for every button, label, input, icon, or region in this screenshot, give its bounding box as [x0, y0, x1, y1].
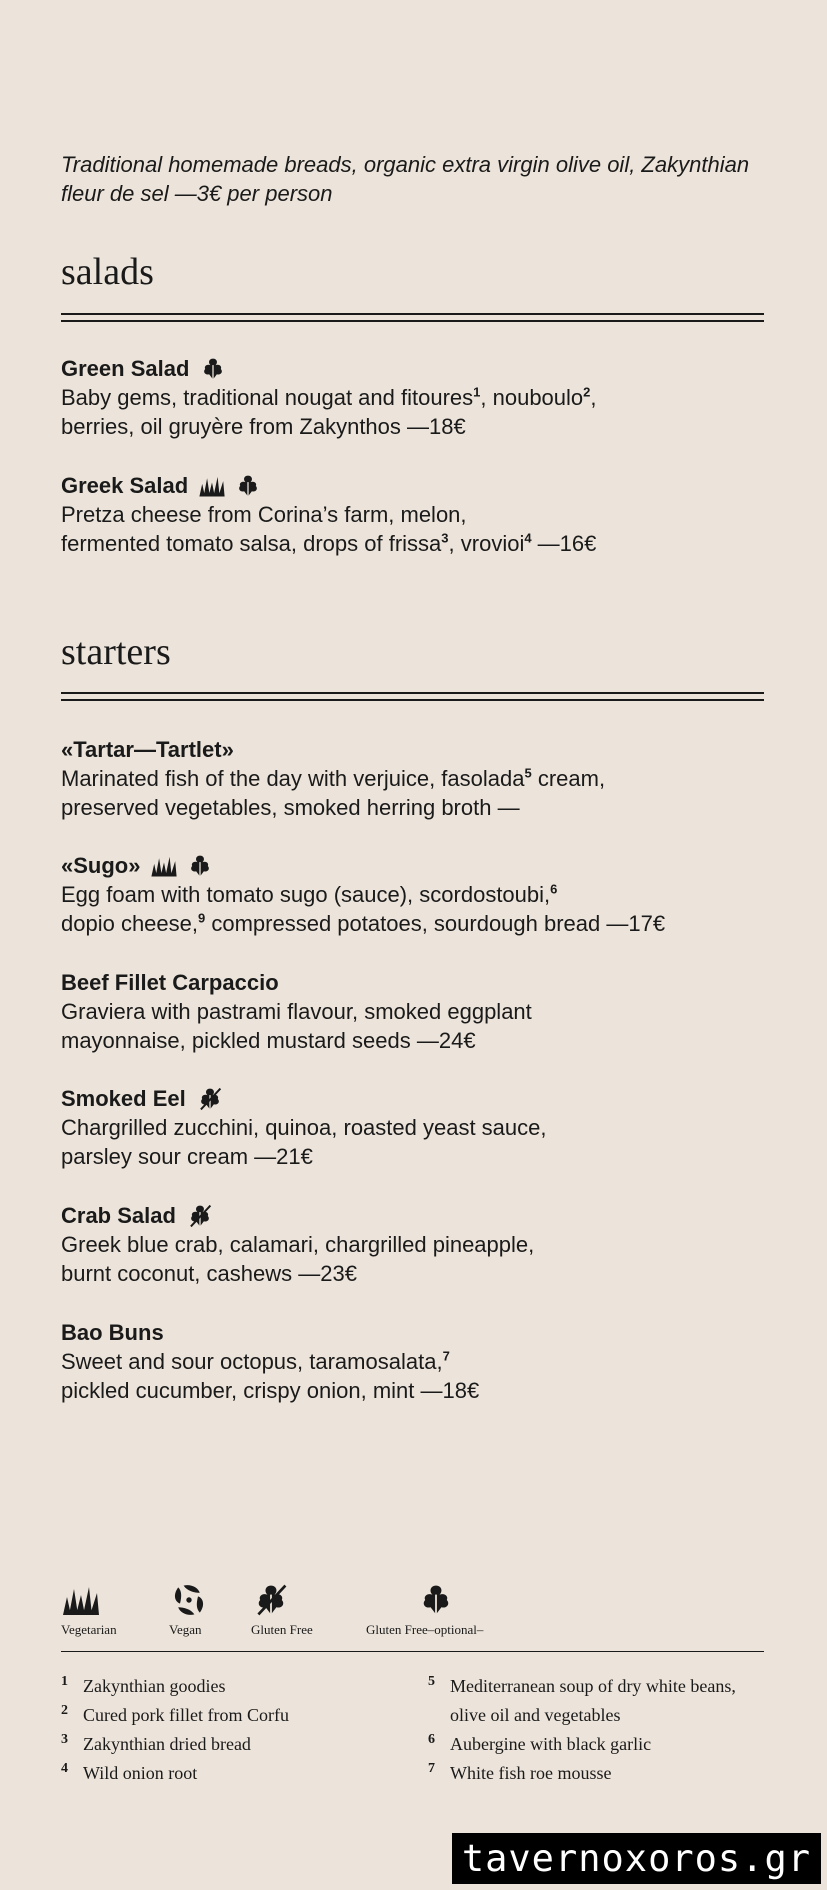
footnote-text: Wild onion root: [83, 1763, 198, 1783]
footnote-number: 6: [428, 1732, 435, 1747]
section-divider: [61, 313, 764, 322]
item-name-row: [61, 354, 761, 383]
menu-item-bao-buns: [61, 1318, 761, 1405]
item-name-row: [61, 735, 761, 764]
desc-text: , nouboulo: [480, 385, 584, 410]
item-name: Crab Salad: [61, 1203, 176, 1228]
legend-label: Vegan: [169, 1622, 202, 1637]
item-description: [61, 1113, 761, 1171]
footnotes-right: [428, 1672, 740, 1788]
item-name-row: [61, 471, 761, 500]
desc-text: Baby gems, traditional nougat and fitoures: [61, 385, 474, 410]
menu-item-tartar-tartlet: [61, 735, 761, 822]
menu-item-greek-salad: [61, 471, 761, 558]
legend-item-gluten-free: [251, 1582, 313, 1638]
item-name: Smoked Eel: [61, 1086, 186, 1111]
footnote-ref: 6: [550, 881, 558, 897]
desc-text: Sweet and sour octopus, taramosalata,: [61, 1349, 443, 1374]
item-name: Greek Salad: [61, 473, 189, 498]
footnotes-divider: [61, 1651, 764, 1652]
legend-item-gluten-free-optional: [366, 1582, 483, 1638]
footnote-text: Cured pork fillet from Corfu: [83, 1705, 289, 1725]
menu-item-green-salad: [61, 354, 761, 441]
desc-text: Marinated fish of the day with verjuice, fasolada: [61, 766, 525, 791]
menu-item-crab-salad: [61, 1201, 761, 1288]
gluten-free-optional-icon: [186, 853, 214, 879]
item-name: «Tartar—Tartlet»: [61, 737, 234, 762]
footnote-text: Aubergine with black garlic: [450, 1734, 652, 1754]
item-name: Green Salad: [61, 356, 190, 381]
desc-text: —16€: [531, 531, 597, 556]
legend-label: Vegetarian: [61, 1622, 117, 1637]
footnote: [428, 1759, 740, 1788]
footnote-number: 7: [428, 1761, 435, 1776]
gluten-free-optional-icon: [234, 473, 262, 499]
item-name-row: [61, 1201, 761, 1230]
item-description: [61, 1347, 761, 1405]
gluten-free-icon: [251, 1582, 291, 1618]
desc-text: Egg foam with tomato sugo (sauce), scordostoubi,: [61, 882, 551, 907]
footnote-number: 4: [61, 1761, 68, 1776]
watermark: tavernoxoros.gr: [452, 1833, 821, 1884]
item-name-row: [61, 851, 761, 880]
desc-text: pickled cucumber, crispy onion, mint —18€: [61, 1378, 480, 1403]
footnote-number: 5: [428, 1674, 435, 1689]
section-title-salads: salads: [61, 251, 154, 293]
legend-label: Gluten Free: [251, 1622, 313, 1637]
section-divider: [61, 692, 764, 701]
footnote: [428, 1672, 740, 1730]
legend-item-vegan: [169, 1582, 209, 1638]
footnote-ref: 3: [441, 530, 449, 546]
desc-text: compressed potatoes, sourdough bread —17€: [205, 911, 666, 936]
desc-text: parsley sour cream —21€: [61, 1144, 313, 1169]
footnote-ref: 7: [442, 1348, 450, 1364]
footnotes-left: [61, 1672, 373, 1788]
footnote: [61, 1701, 373, 1730]
item-name: Beef Fillet Carpaccio: [61, 970, 279, 995]
gluten-free-optional-icon: [416, 1582, 456, 1618]
footnote-ref: 5: [524, 765, 532, 781]
footnote: [428, 1730, 740, 1759]
item-description: [61, 764, 761, 822]
legend-item-vegetarian: [61, 1582, 117, 1638]
desc-text: Pretza cheese from Corina’s farm, melon,: [61, 502, 467, 527]
footnote-number: 1: [61, 1674, 68, 1689]
item-name-row: [61, 1084, 761, 1113]
item-description: [61, 1230, 761, 1288]
desc-text: mayonnaise, pickled mustard seeds —24€: [61, 1028, 476, 1053]
vegetarian-icon: [150, 853, 178, 879]
footnote-ref: 9: [198, 910, 206, 926]
footnote-ref: 1: [473, 384, 481, 400]
footnote-text: White fish roe mousse: [450, 1763, 612, 1783]
menu-item-smoked-eel: [61, 1084, 761, 1171]
footnote-text: Mediterranean soup of dry white beans, olive oil and vegetables: [450, 1676, 736, 1725]
desc-text: preserved vegetables, smoked herring broth —: [61, 795, 520, 820]
desc-text: , vrovioi: [448, 531, 525, 556]
footnote-ref: 4: [524, 530, 532, 546]
desc-text: Greek blue crab, calamari, chargrilled pineapple,: [61, 1232, 535, 1257]
legend-label: Gluten Free–optional–: [366, 1622, 484, 1637]
footnote: [61, 1672, 373, 1701]
item-name-row: [61, 968, 761, 997]
footnote-text: Zakynthian dried bread: [83, 1734, 251, 1754]
footnote-number: 2: [61, 1703, 68, 1718]
desc-text: Graviera with pastrami flavour, smoked eggplant: [61, 999, 532, 1024]
desc-text: cream,: [531, 766, 606, 791]
gluten-free-optional-icon: [199, 356, 227, 382]
item-name: Bao Buns: [61, 1320, 164, 1345]
desc-text: berries, oil gruyère from Zakynthos —18€: [61, 414, 466, 439]
desc-text: ,: [590, 385, 597, 410]
item-description: [61, 997, 761, 1055]
menu-item-beef-fillet-carpaccio: [61, 968, 761, 1055]
vegetarian-icon: [61, 1582, 101, 1618]
menu-item-sugo: [61, 851, 761, 938]
item-name: «Sugo»: [61, 853, 141, 878]
vegetarian-icon: [198, 473, 226, 499]
dietary-legend: [61, 1582, 764, 1642]
intro-text: Traditional homemade breads, organic extra virgin olive oil, Zakynthian fleur de sel —3€ per person: [61, 152, 750, 206]
footnote-number: 3: [61, 1732, 68, 1747]
desc-text: fermented tomato salsa, drops of frissa: [61, 531, 442, 556]
footnote-ref: 2: [583, 384, 591, 400]
desc-text: burnt coconut, cashews —23€: [61, 1261, 357, 1286]
gluten-free-icon: [186, 1203, 214, 1229]
item-name-row: [61, 1318, 761, 1347]
item-description: [61, 500, 761, 558]
item-description: [61, 880, 761, 938]
gluten-free-icon: [196, 1086, 224, 1112]
desc-text: dopio cheese,: [61, 911, 198, 936]
section-title-starters: starters: [61, 631, 171, 673]
footnote: [61, 1759, 373, 1788]
desc-text: Chargrilled zucchini, quinoa, roasted yeast sauce,: [61, 1115, 547, 1140]
item-description: [61, 383, 761, 441]
vegan-icon: [169, 1582, 209, 1618]
footnote: [61, 1730, 373, 1759]
footnote-text: Zakynthian goodies: [83, 1676, 226, 1696]
